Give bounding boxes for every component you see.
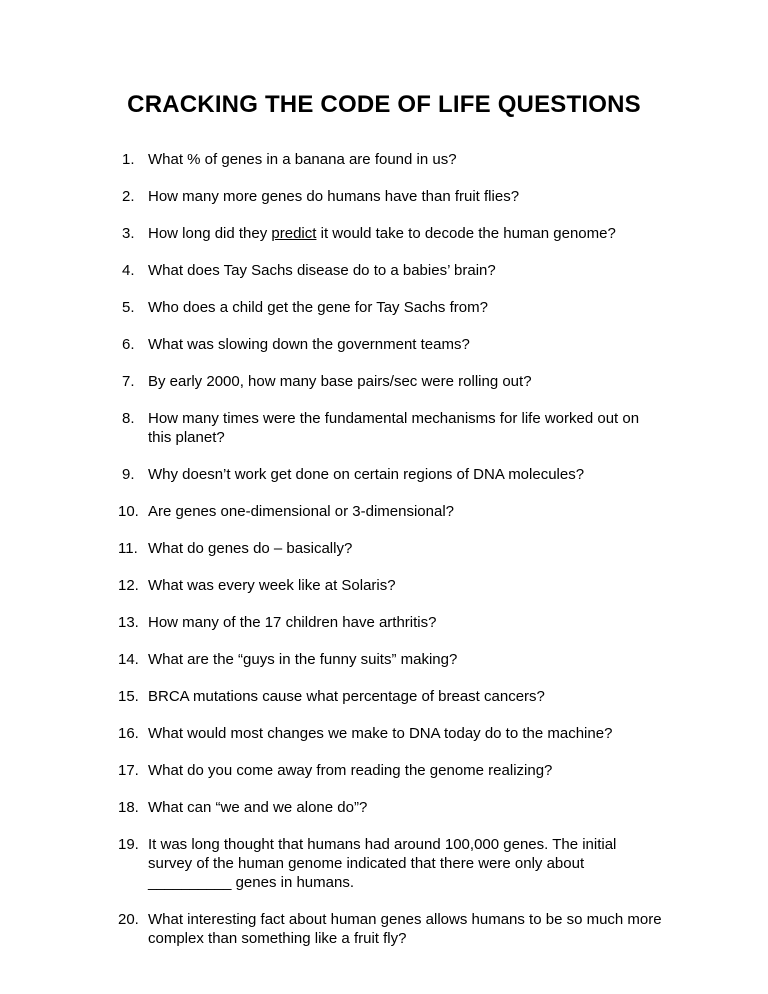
question-item-11 [118, 539, 662, 558]
question-number: 18. [118, 799, 139, 816]
question-item-6 [122, 335, 662, 354]
question-text: What are the “guys in the funny suits” making? [148, 651, 458, 668]
question-text: What % of genes in a banana are found in us? [148, 151, 457, 168]
question-item-7 [122, 372, 662, 391]
question-text: What was every week like at Solaris? [148, 577, 396, 594]
question-item-14 [118, 650, 662, 669]
page-title: CRACKING THE CODE OF LIFE QUESTIONS [127, 91, 641, 118]
question-text: Who does a child get the gene for Tay Sachs from? [148, 299, 488, 316]
question-number: 2. [122, 188, 135, 205]
question-item-18 [118, 798, 662, 817]
question-number: 16. [118, 725, 139, 742]
question-item-13 [118, 613, 662, 632]
question-text: What does Tay Sachs disease do to a babies’ brain? [148, 262, 496, 279]
question-item-17 [118, 761, 662, 780]
question-number: 19. [118, 836, 139, 853]
question-item-16 [118, 724, 662, 743]
question-item-12 [118, 576, 662, 595]
question-item-9 [122, 465, 662, 484]
question-number: 12. [118, 577, 139, 594]
question-item-4 [122, 261, 662, 280]
question-text: How many more genes do humans have than fruit flies? [148, 188, 520, 205]
question-item-20 [118, 910, 662, 948]
question-text: How many of the 17 children have arthritis? [148, 614, 437, 631]
question-list [118, 150, 662, 966]
question-item-3 [122, 224, 662, 243]
question-number: 1. [122, 151, 135, 168]
question-number: 15. [118, 688, 139, 705]
question-number: 9. [122, 466, 135, 483]
question-item-10 [118, 502, 662, 521]
question-item-2 [122, 187, 662, 206]
question-number: 17. [118, 762, 139, 779]
question-text-after: it would take to decode the human genome? [316, 225, 616, 242]
question-text: By early 2000, how many base pairs/sec were rolling out? [148, 373, 532, 390]
question-text: What do genes do – basically? [148, 540, 353, 557]
question-text: Why doesn’t work get done on certain regions of DNA molecules? [148, 466, 585, 483]
question-text [148, 224, 662, 243]
question-text: What do you come away from reading the genome realizing? [148, 762, 553, 779]
underlined-word-predict: predict [271, 225, 317, 242]
question-text: It was long thought that humans had around 100,000 genes. The initial survey of the human genome indicated that there were only about __________ genes in humans. [148, 836, 617, 891]
question-number: 7. [122, 373, 135, 390]
question-number: 5. [122, 299, 135, 316]
question-text: What was slowing down the government teams? [148, 336, 470, 353]
question-number: 8. [122, 410, 135, 427]
question-text: What would most changes we make to DNA today do to the machine? [148, 725, 613, 742]
question-number: 4. [122, 262, 135, 279]
question-text: How many times were the fundamental mechanisms for life worked out on this planet? [148, 410, 640, 446]
question-text: BRCA mutations cause what percentage of breast cancers? [148, 688, 545, 705]
question-item-19 [118, 835, 662, 892]
question-text: What interesting fact about human genes allows humans to be so much more complex than something like a fruit fly? [148, 911, 662, 947]
question-number: 13. [118, 614, 139, 631]
question-number: 20. [118, 911, 139, 928]
question-item-8 [122, 409, 662, 447]
question-text: What can “we and we alone do”? [148, 799, 368, 816]
question-number: 10. [118, 503, 139, 520]
question-number: 11. [118, 540, 138, 557]
question-text: Are genes one-dimensional or 3-dimensional? [148, 503, 455, 520]
question-number: 6. [122, 336, 135, 353]
question-item-15 [118, 687, 662, 706]
question-item-5 [122, 298, 662, 317]
question-number: 14. [118, 651, 139, 668]
question-number: 3. [122, 225, 135, 242]
question-item-1 [122, 150, 662, 169]
question-text-before: How long did they [148, 225, 272, 242]
